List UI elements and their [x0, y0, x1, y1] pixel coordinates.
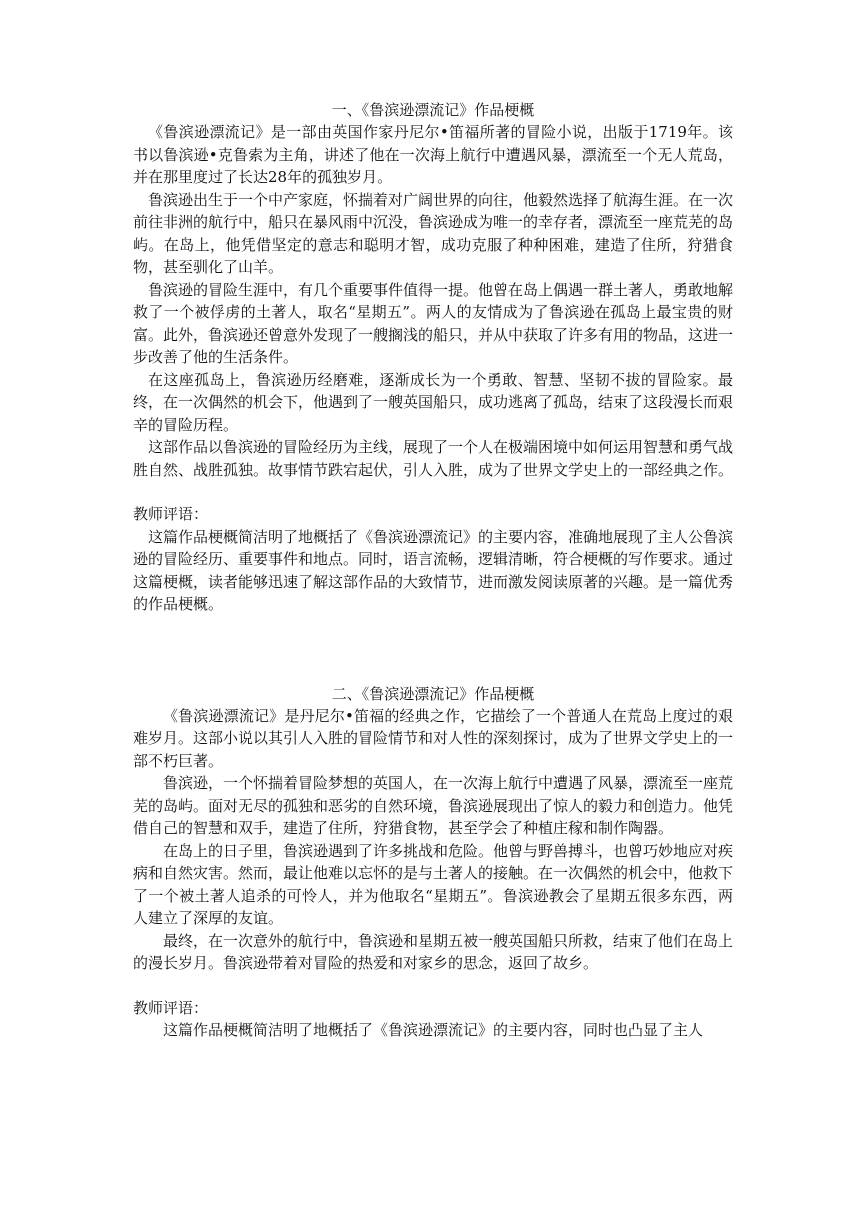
section-2-paragraph: 鲁滨逊，一个怀揣着冒险梦想的英国人，在一次海上航行中遭遇了风暴，漂流至一座荒芜的岛屿。面对无尽的孤独和恶劣的自然环境，鲁滨逊展现出了惊人的毅力和创造力。他凭借自己的智慧和双手，建造了住所，狩猎食物，甚至学会了种植庄稼和制作陶器。	[133, 774, 734, 837]
section-1-comment: 这篇作品梗概简洁明了地概括了《鲁滨逊漂流记》的主要内容，准确地展现了主人公鲁滨逊的冒险经历、重要事件和地点。同时，语言流畅，逻辑清晰，符合梗概的写作要求。通过这篇梗概，读者能够迅速了解这部作品的大致情节，进而激发阅读原著的兴趣。是一篇优秀的作品梗概。	[133, 527, 734, 613]
section-2	[133, 684, 733, 1042]
section-2-paragraph: 在岛上的日子里，鲁滨逊遇到了许多挑战和危险。他曾与野兽搏斗，也曾巧妙地应对疾病和自然灾害。然而，最让他难以忘怀的是与土著人的接触。在一次偶然的机会中，他救下了一个被土著人追杀的可怜人，并为他取名“星期五”。鲁滨逊教会了星期五很多东西，两人建立了深厚的友谊。	[133, 841, 734, 927]
section-2-paragraph: 《鲁滨逊漂流记》是丹尼尔•笛福的经典之作，它描绘了一个普通人在荒岛上度过的艰难岁月。这部小说以其引人入胜的冒险情节和对人性的深刻探讨，成为了世界文学史上的一部不朽巨著。	[133, 706, 734, 770]
section-2-paragraph: 最终，在一次意外的航行中，鲁滨逊和星期五被一艘英国船只所救，结束了他们在岛上的漫长岁月。鲁滨逊带着对冒险的热爱和对家乡的思念，返回了故乡。	[133, 931, 734, 972]
section-2-title: 二、《鲁滨逊漂流记》作品梗概	[331, 684, 535, 703]
section-1-paragraph: 这部作品以鲁滨逊的冒险经历为主线，展现了一个人在极端困境中如何运用智慧和勇气战胜自然、战胜孤独。故事情节跌宕起伏，引人入胜，成为了世界文学史上的一部经典之作。	[133, 438, 734, 479]
section-1-paragraph: 《鲁滨逊漂流记》是一部由英国作家丹尼尔•笛福所著的冒险小说，出版于1719年。该书以鲁滨逊•克鲁索为主角，讲述了他在一次海上航行中遭遇风暴，漂流至一个无人荒岛，并在那里度过了长达28年的孤独岁月。	[133, 123, 733, 186]
section-1-paragraph: 鲁滨逊出生于一个中产家庭，怀揣着对广阔世界的向往，他毅然选择了航海生涯。在一次前往非洲的航行中，船只在暴风雨中沉没，鲁滨逊成为唯一的幸存者，漂流至一座荒芜的岛屿。在岛上，他凭借坚定的意志和聪明才智，成功克服了种种困难，建造了住所，狩猎食物，甚至驯化了山羊。	[133, 190, 734, 276]
section-1-comment-label: 教师评语：	[133, 505, 209, 523]
section-2-comment: 这篇作品梗概简洁明了地概括了《鲁滨逊漂流记》的主要内容，同时也凸显了主人	[163, 1021, 704, 1039]
section-1-paragraph: 鲁滨逊的冒险生涯中，有几个重要事件值得一提。他曾在岛上偶遇一群土著人，勇敢地解救了一个被俘虏的土著人，取名“星期五”。两人的友情成为了鲁滨逊在孤岛上最宝贵的财富。此外，鲁滨逊还曾意外发现了一艘搁浅的船只，并从中获取了许多有用的物品，这进一步改善了他的生活条件。	[133, 280, 734, 366]
section-2-comment-label: 教师评语：	[133, 998, 209, 1017]
document-page	[133, 100, 733, 1042]
section-1-title: 一、《鲁滨逊漂流记》作品梗概	[331, 101, 535, 119]
section-1	[133, 100, 733, 616]
section-1-paragraph: 在这座孤岛上，鲁滨逊历经磨难，逐渐成长为一个勇敢、智慧、坚韧不拔的冒险家。最终，在一次偶然的机会下，他遇到了一艘英国船只，成功逃离了孤岛，结束了这段漫长而艰辛的冒险历程。	[133, 370, 734, 434]
